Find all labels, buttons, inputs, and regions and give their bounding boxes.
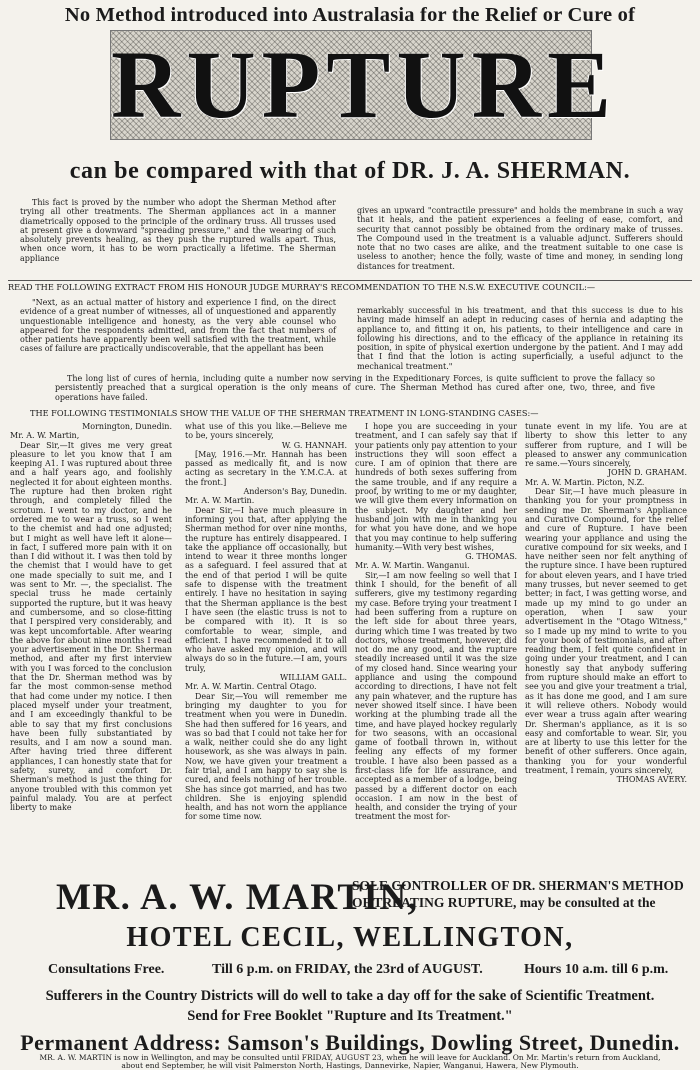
consultations-free: Consultations Free.: [48, 962, 165, 977]
testimonials-heading: THE FOLLOWING TESTIMONIALS SHOW THE VALUE OF THE SHERMAN TREATMENT IN LONG-STANDING CASES:—: [30, 408, 539, 418]
hernia-note: [55, 374, 655, 402]
location: Mornington, Dunedin.: [82, 422, 172, 431]
letter-body: Dear Sir,—I have much pleasure in thanking you for your promptness in sending me Dr. Sherman's Appliance and Curative Compound, for the relief and cure of Rupture. I have been wearing your appliance and using the curative compound for six weeks, and I have neither seen nor felt anything of the rupture since. I have been ruptured for about eleven years, and I have tried many trusses, but never seemed to get better; in fact, I was getting worse, and made up my mind to go under an operation, when I saw your advertisement in the "Otago Witness," so I made up my mind to write to you for your book of testimonials, and after reading them, I felt quite confident in going under your treatment, and I can honestly say that anybody suffering from rupture should make an effort to see you and give your treatment a trial, as it has done me good, and I am sure it will relieve others. Nobody would ever wear a truss again after wearing Dr. Sherman's appliance, as it is so easy and comfortable to wear. Sir, you are at liberty to use this letter for the benefit of other sufferers. Once again, thanking you for your wonderful treatment, I remain, yours sincerely,: [525, 487, 687, 775]
rupture-banner: [110, 30, 618, 140]
location: Anderson's Bay, Dunedin.: [243, 487, 347, 497]
extract-right-text: remarkably successful in his treatment, and that this success is due to his having made himself an adept in reducing cases of hernia and adapting the appliance to, and fitting it on, his patients, to their intelligence and care in following his directions, and to the efficacy of the appliance in retaining its position, in spite of physical exertion undergone by the patient. And I may add that I find that the lotion is acting superficially, a useful adjunct to the mechanical treatment.": [357, 306, 683, 371]
controller-role: SOLE CONTROLLER OF DR. SHERMAN'S METHOD OF TREATING RUPTURE, may be consulted at the: [352, 878, 684, 910]
letter-body: Dear Sir,—You will remember me bringing my daughter to you for treatment when you were in Dunedin. She had then suffered for 16 years, and was so bad that I could not take her for a walk, neither could she do any light housework, as she was always in pain. Now, we have given your treatment a fair trial, and I am happy to say she is cured, and feels nothing of her trouble. She has since got married, and has two children. She is enjoying splendid health, and has not worn the appliance for some time now.: [185, 691, 347, 822]
location: Mr. A. W. Martin. Wanganui.: [355, 561, 470, 571]
testimonial-column-4: [525, 422, 687, 882]
testimonial-column-1: [10, 422, 172, 882]
intro-right-text: gives an upward "contractile pressure" and holds the membrane in such a way that it heals, and the patient experiences a feeling of ease, comfort, and security that cannot possibly be obtained from the ordinary make of trusses. The Compound used in the treatment is a valuable adjunct. Sufferers should note that no two cases are alike, and the treatment suitable to one case is useless to another; hence the folly, waste of time and money, in sending long distances for treatment.: [357, 206, 683, 271]
letter-body: I hope you are succeeding in your treatment, and I can safely say that if your patients only pay attention to your instructions they will soon effect a cure. I am of opinion that there are hundreds of both sexes suffering from the same trouble, and if any require a proof, by writing to me or my daughter, we will give them every information on the subject. My daughter and her husband join with me in thanking you for what you have done, and we hope that you may continue to help suffering humanity.—With very best wishes,: [355, 422, 517, 552]
intro-left-text: This fact is proved by the number who adopt the Sherman Method after trying all other treatments. The Sherman appliances act in a manner diametrically opposed to the principle of the ordinary truss. All trusses used at present give a downward "spreading pressure," and the wearing of such absolutely prevents healing, as they push the ruptured walls apart. Thus, when once worn, it has to be worn practically a lifetime. The Sherman appliance: [20, 198, 336, 263]
intro-right: [357, 198, 683, 279]
divider: [8, 280, 692, 281]
location: Mr. A. W. Martin. Central Otago.: [185, 682, 317, 692]
controller-name: MR. A. W. MARTIN,: [56, 877, 419, 918]
testimonial-column-3: [355, 422, 517, 882]
extract-left-text: "Next, as an actual matter of history and experience I find, on the direct evidence of a great number of witnesses, all of unquestioned and apparently unquestionable intelligence and honesty, as the very able counsel who appeared for the respondents admitted, and from the fact that numbers of other patients have apparently been well satisfied with the treatment, while cases of failure are practically undiscoverable, that the appellant has been: [20, 298, 336, 354]
letter-body: tunate event in my life. You are at liberty to show this letter to any sufferer from rupture, and I will be pleased to answer any communication re same.—Yours sincerely,: [525, 422, 687, 469]
editor-note: [May, 1916.—Mr. Hannah has been passed as medically fit, and is now acting as secretary in the Y.M.C.A. at the front.]: [185, 449, 347, 487]
letter-lead: what use of this you like.—Believe me to be, yours sincerely,: [185, 422, 347, 441]
letter-body: Dear Sir,—It gives me very great pleasure to let you know that I am keeping A1. I was ruptured about three and a half years ago, and foolishly neglected it for about eighteen months. The rupture had then broken right through, and completely filled the scrotum. I went to my doctor, and he ordered me to wear a truss, so I went to the chemist and had one adjusted; but I might as well have left it alone—in fact, I suffered more pain with it on than I did without it. I was then told by the chemist that I would have to get one made specially to suit me, and I was sent to Mr. —, the specialist. The special truss he made certainly supported the rupture, but it was heavy and cumbersome, and so close-fitting that I perspired very considerably, and was kept uncomfortable. After wearing the above for about nine months I read your advertisement in the Dr. Sherman method, and after my first interview with you I was forced to the conclusion that the Dr. Sherman method was by far the most common-sense method that had come under my notice. I then placed myself under your treatment, and I am exceedingly thankful to be able to say that my first conclusions have been fully substantiated by results, and I am now a sound man. After having tried three different appliances, I can honestly state that for safety, surety, and comfort Dr. Sherman's method is just the thing for anyone troubled with this common yet painful malady. You are at perfect liberty to make: [10, 440, 172, 813]
signature: JOHN D. GRAHAM.: [607, 468, 687, 478]
country-note: Sufferers in the Country Districts will do well to take a day off for the sake of Scientific Treatment.: [45, 988, 655, 1004]
extract-left: [20, 298, 336, 354]
letter-body: Sir,—I am now feeling so well that I think I should, for the benefit of all sufferers, give my testimony regarding my case. Before trying your treatment I had been suffering from a rupture on the left side for about three years, during which time I was treated by two doctors, whose treatment, however, did not do me any good, and the rupture steadily increased until it was the size of my closed hand. Since wearing your appliance and using the compound according to directions, I have not felt any pain whatever, and the rupture has never showed itself since. I have been working at the plumbing trade all the time, and have played hockey regularly for two seasons, with an occasional game of football thrown in, without feeling any effects of my former trouble. I have also been passed as a first-class life for life assurance, and accepted as a member of a lodge, being passed by a different doctor on each occasion. I am now in the best of health, and consider the trying of your treatment the most for-: [355, 570, 517, 822]
signature: THOMAS AVERY.: [616, 775, 687, 785]
hernia-note-text: The long list of cures of hernia, including quite a number now serving in the Expeditionary Forces, is quite sufficient to prove the fallacy so persistently preached that a surgical operation is the only means of cure. The Sherman Method has cured after one, two, three, and five operations have failed.: [55, 374, 655, 402]
headline-main: RUPTURE: [111, 31, 618, 138]
headline-top: No Method introduced into Australasia for the Relief or Cure of: [64, 4, 636, 26]
intro-left: [20, 198, 336, 263]
signature: W. G. HANNAH.: [281, 440, 347, 450]
consult-hours: Hours 10 a.m. till 6 p.m.: [524, 962, 669, 977]
location: Mr. A. W. Martin. Picton, N.Z.: [525, 477, 645, 487]
footer-itinerary: MR. A. W. MARTIN is now in Wellington, and may be consulted until FRIDAY, AUGUST 23, when he will leave for Auckland. On Mr. Martin's return from Auckland, about end September, he will visit Palmerston North, Hastings, Dannevirke, Napier, Wanganui, Hawera, New Plymouth.: [39, 1053, 661, 1070]
recipient: Mr. A. W. Martin.: [185, 496, 255, 506]
signature: G. THOMAS.: [465, 552, 517, 562]
headline-sub: can be compared with that of DR. J. A. SHERMAN.: [69, 158, 631, 184]
booklet-offer: Send for Free Booklet "Rupture and Its Treatment.": [187, 1008, 513, 1024]
hotel-name: HOTEL CECIL, WELLINGTON,: [126, 922, 574, 953]
consult-until: Till 6 p.m. on FRIDAY, the 23rd of AUGUST.: [212, 962, 483, 977]
read-heading: READ THE FOLLOWING EXTRACT FROM HIS HONOUR JUDGE MURRAY'S RECOMMENDATION TO THE N.S.W. EXECUTIVE COUNCIL:—: [8, 282, 596, 292]
recipient: Mr. A. W. Martin,: [10, 431, 80, 441]
letter-body: Dear Sir,—I have much pleasure in informing you that, after applying the Sherman method for over nine months, the rupture has entirely disappeared. I take the appliance off occasionally, but intend to wear it three months longer as a safeguard. I feel assured that at the end of that period I will be quite safe to dispense with the treatment entirely. I have no hesitation in saying that the Sherman appliance is the best I have seen (the elastic truss is not to be compared with it). It is so comfortable to wear, simple, and efficient. I have recommended it to all who have asked my opinion, and will always do so in the future.—I am, yours truly,: [185, 505, 347, 673]
permanent-address: Permanent Address: Samson's Buildings, Dowling Street, Dunedin.: [20, 1030, 680, 1055]
signature: WILLIAM GALL.: [279, 673, 347, 683]
testimonial-column-2: [185, 422, 347, 882]
extract-right: [357, 298, 683, 379]
